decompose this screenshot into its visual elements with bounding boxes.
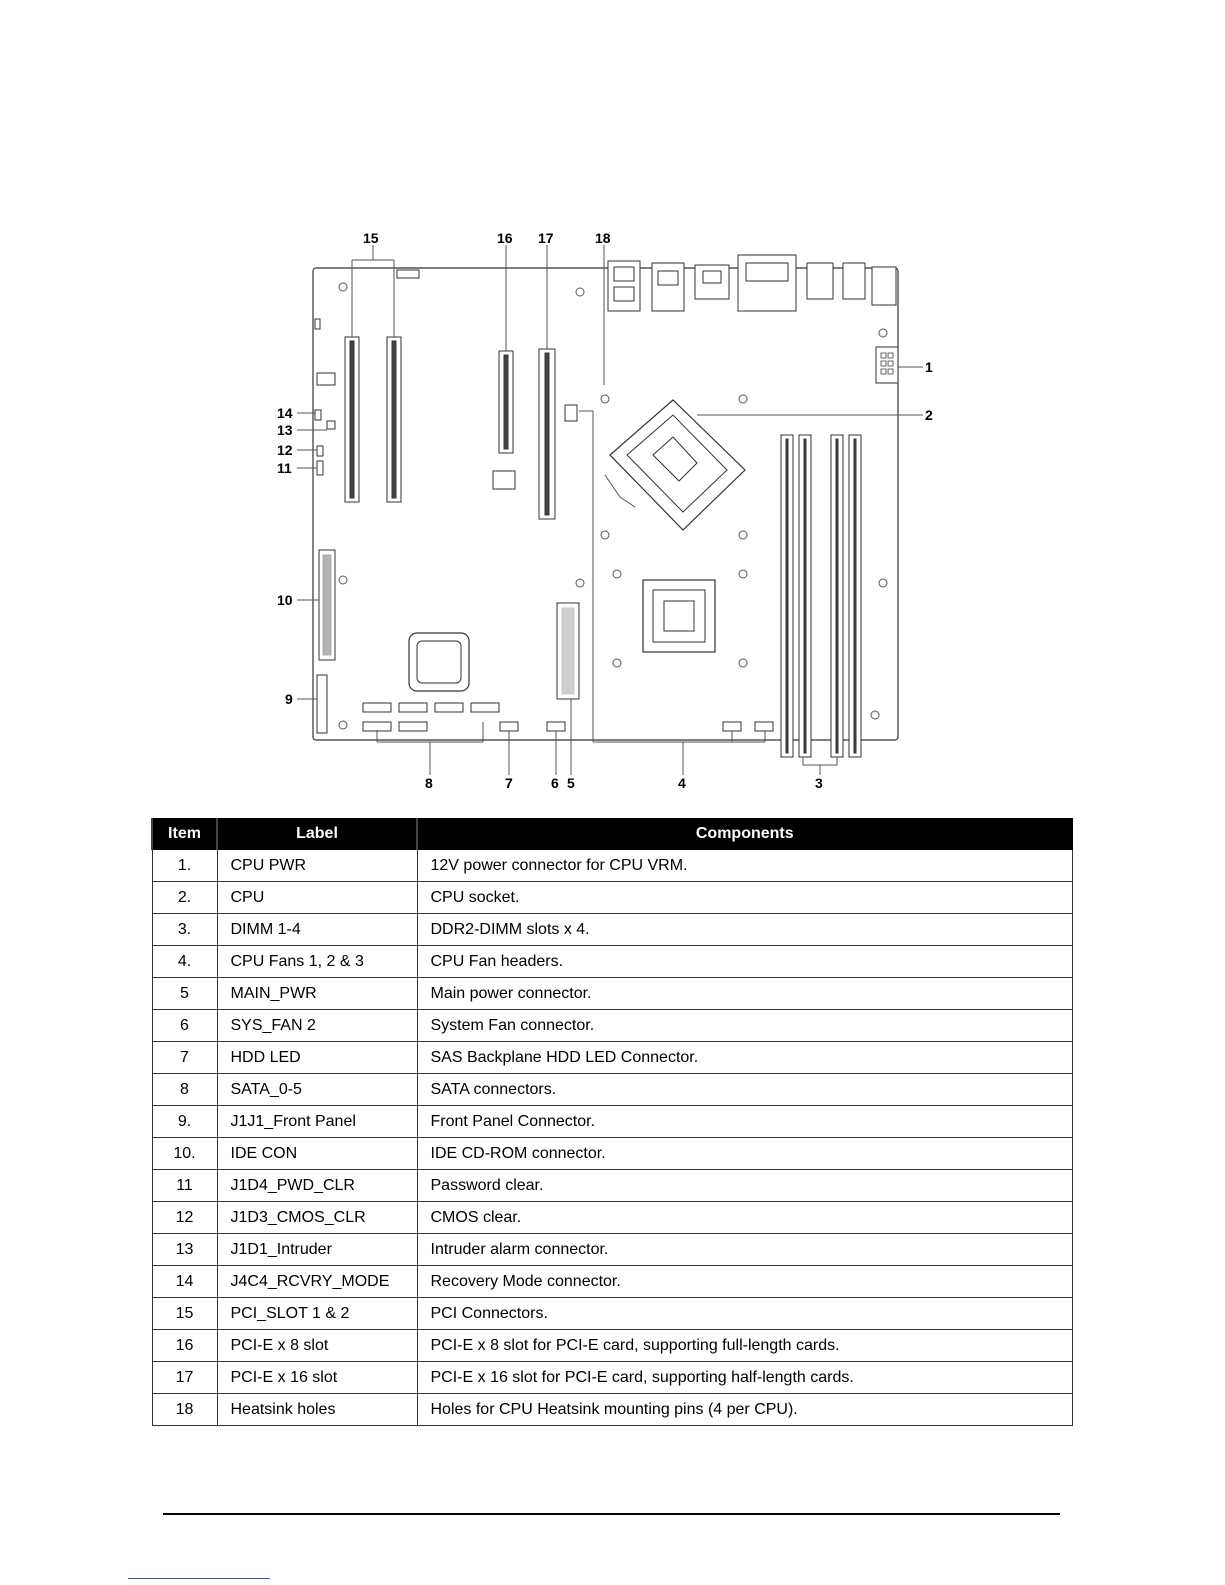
row-label: J1D4_PWD_CLR bbox=[217, 1170, 417, 1202]
table-row bbox=[152, 1202, 1072, 1234]
row-label: J1J1_Front Panel bbox=[217, 1106, 417, 1138]
table-row bbox=[152, 1106, 1072, 1138]
row-item: 5 bbox=[152, 978, 217, 1010]
table-row bbox=[152, 1010, 1072, 1042]
callout-8: 8 bbox=[425, 775, 433, 791]
row-item: 1. bbox=[152, 850, 217, 882]
callout-17: 17 bbox=[538, 230, 554, 246]
row-item: 12 bbox=[152, 1202, 217, 1234]
header-label: Label bbox=[217, 819, 417, 850]
table-row bbox=[152, 1394, 1072, 1426]
row-item: 17 bbox=[152, 1362, 217, 1394]
row-components: SATA connectors. bbox=[417, 1074, 1072, 1106]
row-label: DIMM 1-4 bbox=[217, 914, 417, 946]
row-components: CPU socket. bbox=[417, 882, 1072, 914]
table-header-row bbox=[152, 819, 1072, 850]
motherboard-diagram bbox=[275, 225, 945, 800]
callout-16: 16 bbox=[497, 230, 513, 246]
row-label: SYS_FAN 2 bbox=[217, 1010, 417, 1042]
callout-10: 10 bbox=[277, 592, 293, 608]
row-item: 13 bbox=[152, 1234, 217, 1266]
table-row bbox=[152, 1362, 1072, 1394]
footer-rule bbox=[163, 1513, 1060, 1515]
row-item: 14 bbox=[152, 1266, 217, 1298]
row-label: PCI-E x 8 slot bbox=[217, 1330, 417, 1362]
row-item: 3. bbox=[152, 914, 217, 946]
row-label: Heatsink holes bbox=[217, 1394, 417, 1426]
row-item: 7 bbox=[152, 1042, 217, 1074]
row-item: 8 bbox=[152, 1074, 217, 1106]
row-item: 16 bbox=[152, 1330, 217, 1362]
callout-1: 1 bbox=[925, 359, 933, 375]
callout-13: 13 bbox=[277, 422, 293, 438]
table-row bbox=[152, 882, 1072, 914]
table-row bbox=[152, 1330, 1072, 1362]
callout-5: 5 bbox=[567, 775, 575, 791]
row-components: Front Panel Connector. bbox=[417, 1106, 1072, 1138]
row-components: CPU Fan headers. bbox=[417, 946, 1072, 978]
row-components: SAS Backplane HDD LED Connector. bbox=[417, 1042, 1072, 1074]
row-item: 10. bbox=[152, 1138, 217, 1170]
row-label: SATA_0-5 bbox=[217, 1074, 417, 1106]
row-components: DDR2-DIMM slots x 4. bbox=[417, 914, 1072, 946]
table-row bbox=[152, 1234, 1072, 1266]
table-row bbox=[152, 1266, 1072, 1298]
row-components: PCI Connectors. bbox=[417, 1298, 1072, 1330]
table-row bbox=[152, 946, 1072, 978]
row-item: 11 bbox=[152, 1170, 217, 1202]
row-components: IDE CD-ROM connector. bbox=[417, 1138, 1072, 1170]
table-row bbox=[152, 1074, 1072, 1106]
row-components: Recovery Mode connector. bbox=[417, 1266, 1072, 1298]
callout-9: 9 bbox=[285, 691, 293, 707]
callout-14: 14 bbox=[277, 405, 293, 421]
row-components: CMOS clear. bbox=[417, 1202, 1072, 1234]
row-components: PCI-E x 8 slot for PCI-E card, supporting full-length cards. bbox=[417, 1330, 1072, 1362]
row-label: J1D3_CMOS_CLR bbox=[217, 1202, 417, 1234]
row-label: IDE CON bbox=[217, 1138, 417, 1170]
table-row bbox=[152, 1170, 1072, 1202]
row-label: PCI-E x 16 slot bbox=[217, 1362, 417, 1394]
callout-4: 4 bbox=[678, 775, 686, 791]
components-table bbox=[151, 818, 1073, 1426]
callout-12: 12 bbox=[277, 442, 293, 458]
table-row bbox=[152, 1138, 1072, 1170]
row-components: Holes for CPU Heatsink mounting pins (4 per CPU). bbox=[417, 1394, 1072, 1426]
row-item: 6 bbox=[152, 1010, 217, 1042]
callout-2: 2 bbox=[925, 407, 933, 423]
callout-7: 7 bbox=[505, 775, 513, 791]
row-label: MAIN_PWR bbox=[217, 978, 417, 1010]
row-item: 9. bbox=[152, 1106, 217, 1138]
row-components: Intruder alarm connector. bbox=[417, 1234, 1072, 1266]
row-label: CPU PWR bbox=[217, 850, 417, 882]
callout-6: 6 bbox=[551, 775, 559, 791]
row-components: PCI-E x 16 slot for PCI-E card, supporting half-length cards. bbox=[417, 1362, 1072, 1394]
table-row bbox=[152, 978, 1072, 1010]
row-item: 4. bbox=[152, 946, 217, 978]
row-label: HDD LED bbox=[217, 1042, 417, 1074]
header-item: Item bbox=[152, 819, 217, 850]
callout-3: 3 bbox=[815, 775, 823, 791]
row-label: CPU bbox=[217, 882, 417, 914]
row-label: PCI_SLOT 1 & 2 bbox=[217, 1298, 417, 1330]
row-item: 2. bbox=[152, 882, 217, 914]
row-label: CPU Fans 1, 2 & 3 bbox=[217, 946, 417, 978]
table-row bbox=[152, 1298, 1072, 1330]
table-row bbox=[152, 914, 1072, 946]
row-label: J1D1_Intruder bbox=[217, 1234, 417, 1266]
footer-link-underline bbox=[128, 1578, 270, 1579]
callout-11: 11 bbox=[277, 460, 292, 476]
header-components: Components bbox=[417, 819, 1072, 850]
table-row bbox=[152, 850, 1072, 882]
row-components: 12V power connector for CPU VRM. bbox=[417, 850, 1072, 882]
row-item: 18 bbox=[152, 1394, 217, 1426]
table-body bbox=[152, 850, 1072, 1426]
row-item: 15 bbox=[152, 1298, 217, 1330]
row-label: J4C4_RCVRY_MODE bbox=[217, 1266, 417, 1298]
table-row bbox=[152, 1042, 1072, 1074]
callout-15: 15 bbox=[363, 230, 379, 246]
callout-18: 18 bbox=[595, 230, 611, 246]
row-components: System Fan connector. bbox=[417, 1010, 1072, 1042]
row-components: Main power connector. bbox=[417, 978, 1072, 1010]
row-components: Password clear. bbox=[417, 1170, 1072, 1202]
